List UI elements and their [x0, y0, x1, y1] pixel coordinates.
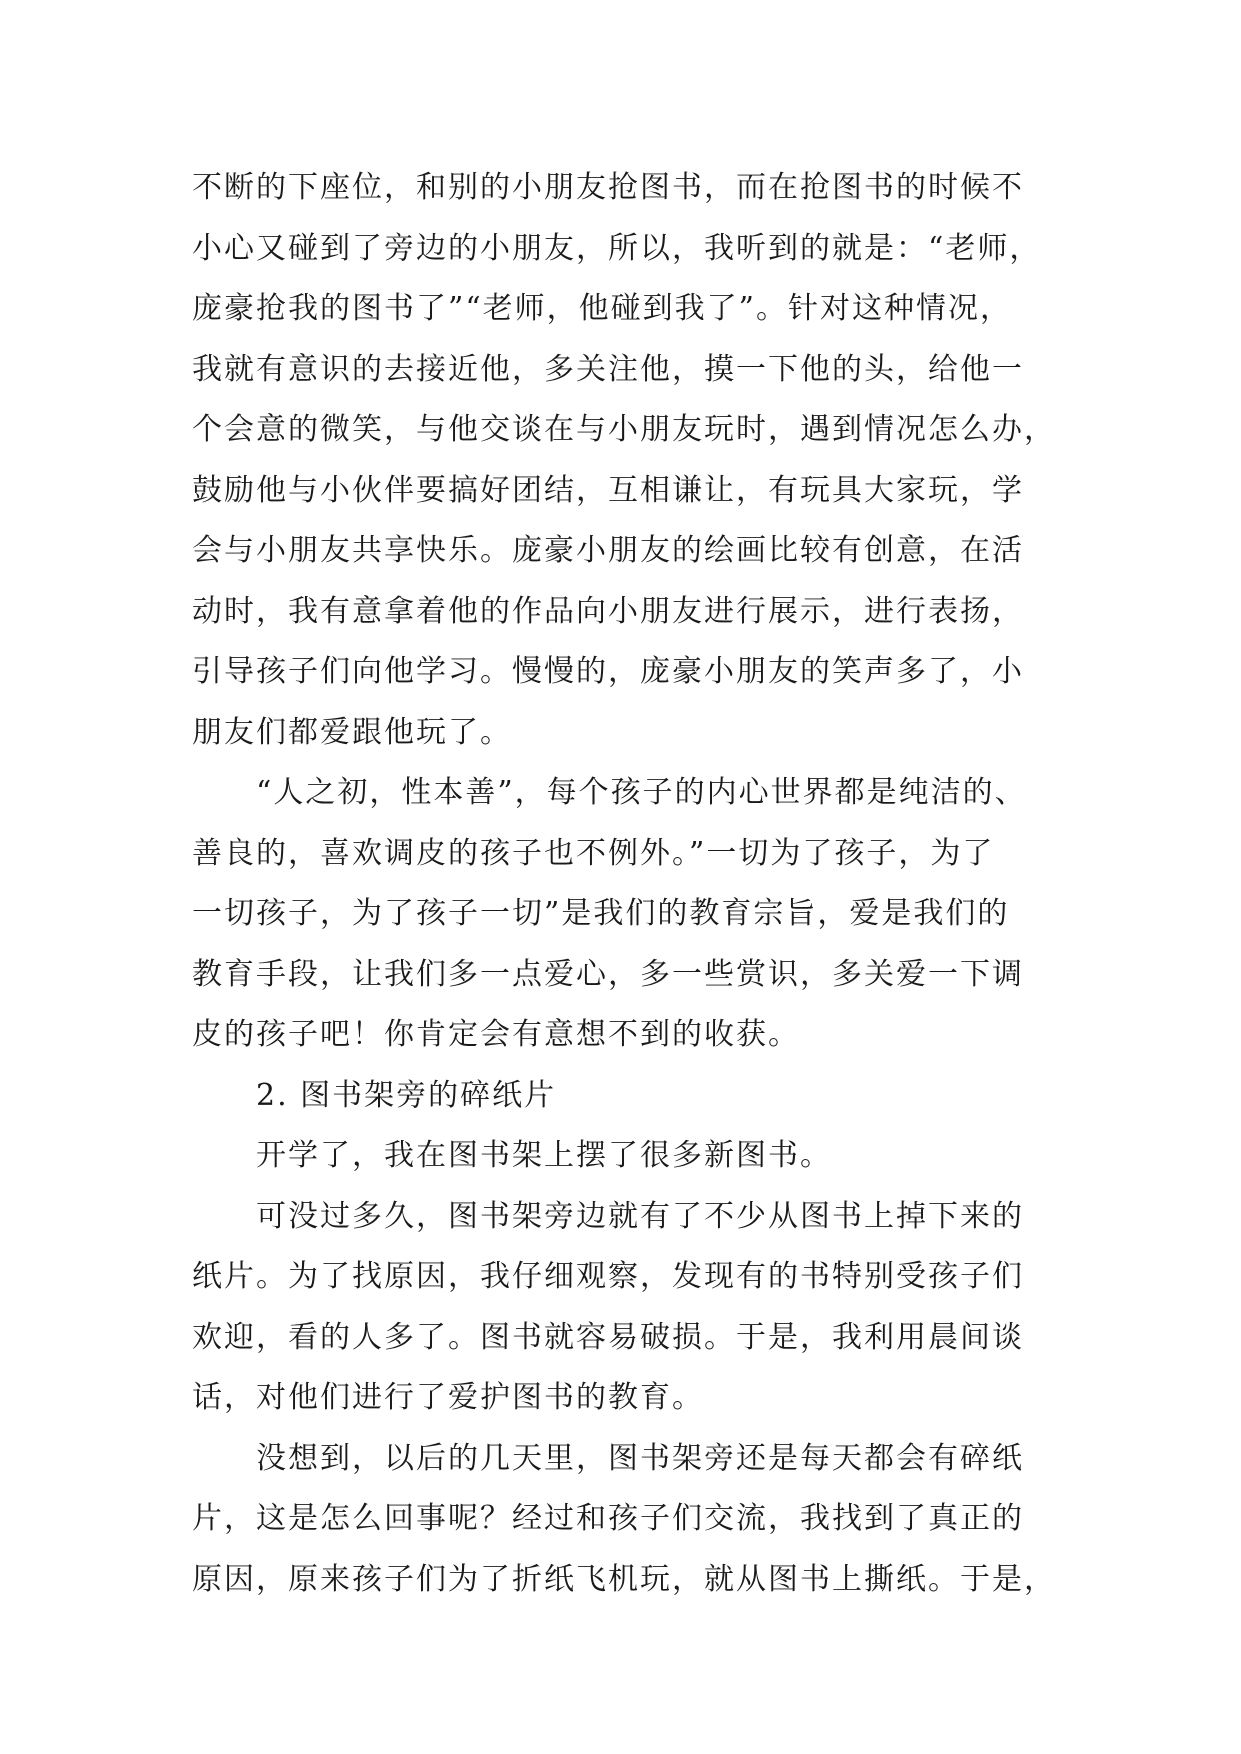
- text-line: 皮的孩子吧！你肯定会有意想不到的收获。: [192, 1017, 800, 1052]
- text-line: 会与小朋友共享快乐。庞豪小朋友的绘画比较有创意，在活: [192, 533, 1024, 568]
- body-text: [192, 158, 1072, 1610]
- text-line: 朋友们都爱跟他玩了。: [192, 714, 512, 750]
- text-line: “人之初，性本善”，每个孩子的内心世界都是纯洁的、: [256, 775, 1027, 810]
- text-line: 原因，原来孩子们为了折纸飞机玩，就从图书上撕纸。于是，: [192, 1561, 1056, 1597]
- text-line: 不断的下座位，和别的小朋友抢图书，而在抢图书的时候不: [192, 170, 1024, 205]
- text-line: 话，对他们进行了爱护图书的教育。: [192, 1380, 704, 1415]
- text-line: 没想到，以后的几天里，图书架旁还是每天都会有碎纸: [256, 1440, 1024, 1476]
- text-line: 可没过多久，图书架旁边就有了不少从图书上掉下来的: [256, 1198, 1024, 1234]
- text-line: 善良的，喜欢调皮的孩子也不例外。”一切为了孩子，为了: [192, 835, 995, 871]
- text-line: 引导孩子们向他学习。慢慢的，庞豪小朋友的笑声多了，小: [192, 654, 1024, 689]
- text-line: 开学了，我在图书架上摆了很多新图书。: [256, 1138, 832, 1173]
- text-line: 欢迎，看的人多了。图书就容易破损。于是，我利用晨间谈: [192, 1319, 1024, 1355]
- text-line: 片，这是怎么回事呢？经过和孩子们交流，我找到了真正的: [192, 1501, 1024, 1536]
- text-line: 个会意的微笑，与他交谈在与小朋友玩时，遇到情况怎么办，: [192, 412, 1056, 447]
- text-line: 教育手段，让我们多一点爱心，多一些赏识，多关爱一下调: [192, 956, 1024, 992]
- text-line: 动时，我有意拿着他的作品向小朋友进行展示，进行表扬，: [192, 593, 1024, 629]
- text-line: 庞豪抢我的图书了”“老师，他碰到我了”。针对这种情况，: [192, 291, 1013, 326]
- text-line: 我就有意识的去接近他，多关注他，摸一下他的头，给他一: [192, 351, 1024, 387]
- text-line: 鼓励他与小伙伴要搞好团结，互相谦让，有玩具大家玩，学: [192, 472, 1024, 508]
- text-line: 一切孩子，为了孩子一切”是我们的教育宗旨，爱是我们的: [192, 896, 1010, 931]
- text-line: 纸片。为了找原因，我仔细观察，发现有的书特别受孩子们: [192, 1259, 1024, 1294]
- text-line: 2. 图书架旁的碎纸片: [256, 1077, 557, 1113]
- text-line: 小心又碰到了旁边的小朋友，所以，我听到的就是：“老师，: [192, 230, 1042, 266]
